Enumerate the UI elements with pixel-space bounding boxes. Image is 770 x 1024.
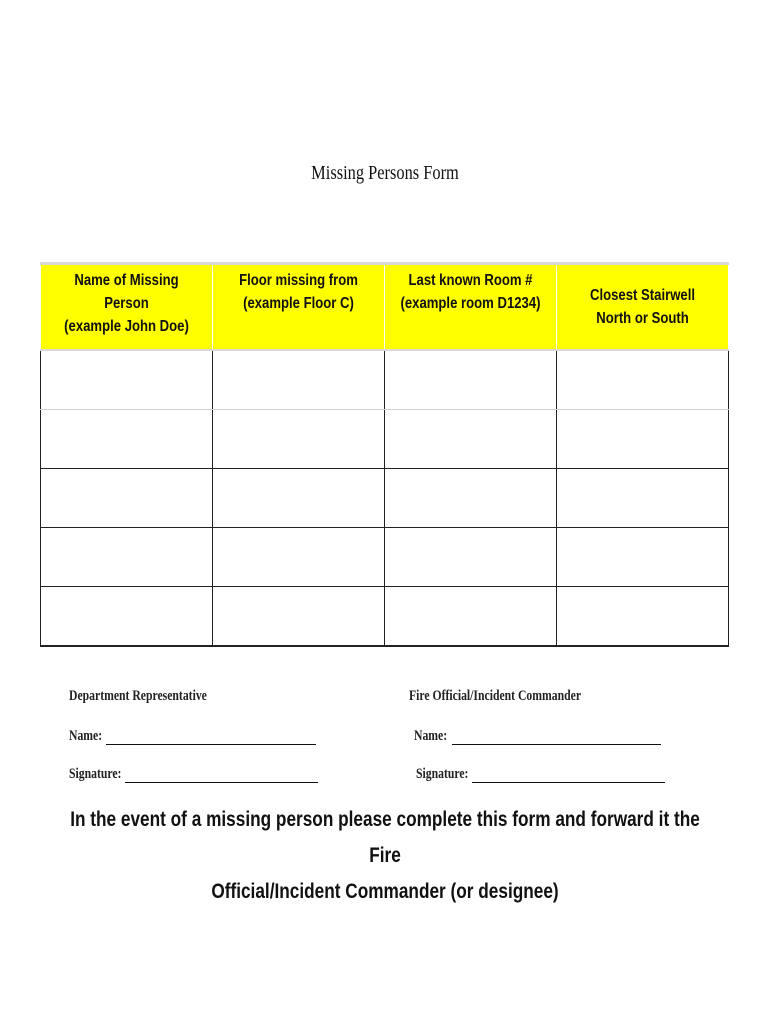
department-name-label: Name: <box>69 728 103 744</box>
header-name-line3: (example John Doe) <box>64 318 189 335</box>
cell-stairwell-input[interactable] <box>557 410 729 469</box>
fire-official-signature-label: Signature: <box>416 766 469 782</box>
instructions-note <box>0 802 770 910</box>
cell-name-input[interactable] <box>41 587 213 647</box>
column-header-stairwell <box>557 264 729 351</box>
missing-persons-table <box>40 262 729 647</box>
header-room-line2: (example room D1234) <box>400 295 541 312</box>
instructions-line2: Official/Incident Commander (or designee) <box>211 880 559 903</box>
header-name-line1: Name of Missing <box>74 272 179 289</box>
cell-floor-input[interactable] <box>213 587 385 647</box>
header-name-line2: Person <box>104 295 149 312</box>
table-row <box>41 528 729 587</box>
fire-official-name-label: Name: <box>414 728 448 744</box>
column-header-floor <box>213 264 385 351</box>
cell-name-input[interactable] <box>41 410 213 469</box>
column-header-room <box>385 264 557 351</box>
department-signature-label: Signature: <box>69 766 122 782</box>
fire-official-signature-field[interactable] <box>472 782 665 783</box>
cell-room-input[interactable] <box>385 528 557 587</box>
department-name-field[interactable] <box>106 744 316 745</box>
table-row <box>41 587 729 647</box>
cell-room-input[interactable] <box>385 587 557 647</box>
table-row <box>41 469 729 528</box>
fire-official-name-field[interactable] <box>452 744 661 745</box>
header-floor-line2: (example Floor C) <box>243 295 354 312</box>
department-signature-field[interactable] <box>125 782 318 783</box>
cell-room-input[interactable] <box>385 469 557 528</box>
cell-name-input[interactable] <box>41 469 213 528</box>
page-title: Missing Persons Form <box>311 162 459 184</box>
department-heading: Department Representative <box>69 688 207 704</box>
column-header-name <box>41 264 213 351</box>
header-room-line1: Last known Room # <box>408 272 533 289</box>
cell-room-input[interactable] <box>385 410 557 469</box>
table-row <box>41 350 729 410</box>
header-stairwell-line2: North or South <box>596 310 689 327</box>
cell-floor-input[interactable] <box>213 469 385 528</box>
cell-name-input[interactable] <box>41 528 213 587</box>
table-header-row <box>41 264 729 351</box>
cell-floor-input[interactable] <box>213 410 385 469</box>
cell-name-input[interactable] <box>41 350 213 410</box>
cell-stairwell-input[interactable] <box>557 587 729 647</box>
cell-floor-input[interactable] <box>213 528 385 587</box>
cell-stairwell-input[interactable] <box>557 469 729 528</box>
fire-official-heading: Fire Official/Incident Commander <box>409 688 582 704</box>
table-row <box>41 410 729 469</box>
cell-floor-input[interactable] <box>213 350 385 410</box>
cell-stairwell-input[interactable] <box>557 528 729 587</box>
instructions-line1: In the event of a missing person please complete this form and forward it the Fire <box>70 808 700 867</box>
header-stairwell-line1: Closest Stairwell <box>589 287 695 304</box>
cell-stairwell-input[interactable] <box>557 350 729 410</box>
cell-room-input[interactable] <box>385 350 557 410</box>
header-floor-line1: Floor missing from <box>239 272 358 289</box>
